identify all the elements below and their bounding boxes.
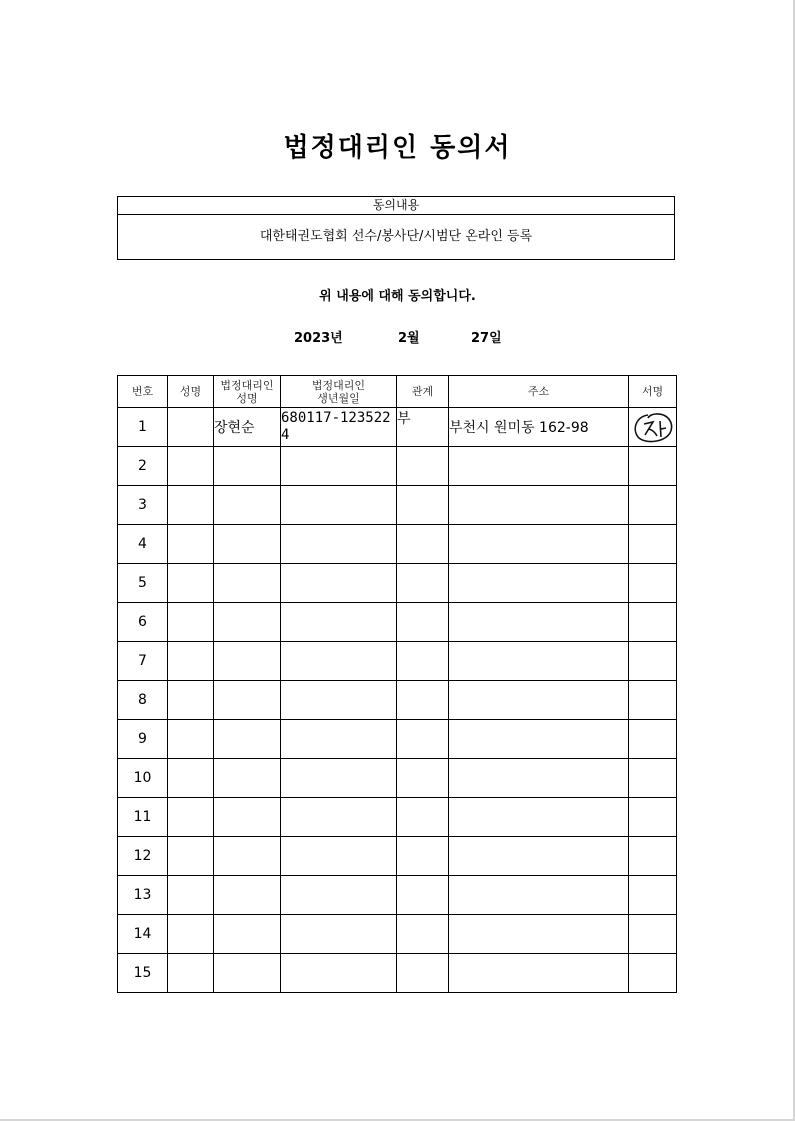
cell-guardian-name xyxy=(214,837,281,876)
cell-name xyxy=(168,642,214,681)
cell-name xyxy=(168,447,214,486)
cell-relation: 부 xyxy=(397,408,449,447)
cell-relation xyxy=(397,954,449,993)
cell-name xyxy=(168,876,214,915)
cell-no: 2 xyxy=(118,447,168,486)
cell-name xyxy=(168,408,214,447)
cell-guardian-birth xyxy=(281,525,397,564)
cell-signature xyxy=(629,798,677,837)
date-year: 2023년 xyxy=(294,331,343,346)
cell-guardian-name xyxy=(214,915,281,954)
cell-relation xyxy=(397,720,449,759)
cell-guardian-name xyxy=(214,954,281,993)
header-guardian-name-line2: 성명 xyxy=(236,391,258,405)
cell-no: 6 xyxy=(118,603,168,642)
table-row xyxy=(118,486,677,525)
header-guardian-name-line1: 법정대리인 xyxy=(220,378,274,392)
cell-address xyxy=(449,525,629,564)
cell-address xyxy=(449,759,629,798)
cell-no: 14 xyxy=(118,915,168,954)
cell-relation xyxy=(397,915,449,954)
cell-guardian-name xyxy=(214,603,281,642)
cell-relation xyxy=(397,564,449,603)
date-month: 2월 xyxy=(398,331,420,346)
cell-address xyxy=(449,603,629,642)
table-row xyxy=(118,681,677,720)
cell-guardian-name xyxy=(214,798,281,837)
cell-relation xyxy=(397,798,449,837)
cell-guardian-name xyxy=(214,447,281,486)
cell-no: 3 xyxy=(118,486,168,525)
cell-guardian-birth xyxy=(281,915,397,954)
cell-no: 10 xyxy=(118,759,168,798)
cell-relation xyxy=(397,681,449,720)
consent-content: 대한태권도협회 선수/봉사단/시범단 온라인 등록 xyxy=(259,229,533,244)
cell-signature xyxy=(629,642,677,681)
cell-no: 13 xyxy=(118,876,168,915)
cell-name xyxy=(168,486,214,525)
cell-address xyxy=(449,447,629,486)
cell-relation xyxy=(397,603,449,642)
cell-guardian-birth xyxy=(281,486,397,525)
header-relation: 관계 xyxy=(397,376,449,408)
cell-guardian-name xyxy=(214,759,281,798)
cell-signature xyxy=(629,525,677,564)
cell-signature xyxy=(629,564,677,603)
consent-header: 동의내용 xyxy=(118,197,674,215)
cell-address xyxy=(449,564,629,603)
header-name: 성명 xyxy=(168,376,214,408)
cell-signature xyxy=(629,681,677,720)
cell-name xyxy=(168,759,214,798)
cell-guardian-birth xyxy=(281,681,397,720)
cell-guardian-name xyxy=(214,564,281,603)
cell-name xyxy=(168,603,214,642)
consent-box xyxy=(117,196,675,260)
table-row xyxy=(118,408,677,447)
cell-address xyxy=(449,720,629,759)
cell-signature xyxy=(629,876,677,915)
cell-address xyxy=(449,876,629,915)
cell-address xyxy=(449,798,629,837)
header-address: 주소 xyxy=(449,376,629,408)
table-row xyxy=(118,954,677,993)
agreement-statement: 위 내용에 대해 동의합니다. xyxy=(319,289,476,304)
cell-guardian-birth xyxy=(281,759,397,798)
cell-guardian-birth xyxy=(281,798,397,837)
table-row xyxy=(118,564,677,603)
cell-no: 1 xyxy=(118,408,168,447)
cell-name xyxy=(168,564,214,603)
cell-guardian-name xyxy=(214,876,281,915)
cell-no: 5 xyxy=(118,564,168,603)
cell-guardian-birth xyxy=(281,954,397,993)
cell-signature xyxy=(629,954,677,993)
header-guardian-birth xyxy=(281,376,397,408)
cell-name xyxy=(168,954,214,993)
cell-name xyxy=(168,915,214,954)
cell-relation xyxy=(397,525,449,564)
cell-no: 15 xyxy=(118,954,168,993)
cell-no: 4 xyxy=(118,525,168,564)
cell-relation xyxy=(397,876,449,915)
cell-guardian-name xyxy=(214,642,281,681)
cell-relation xyxy=(397,447,449,486)
cell-signature xyxy=(629,486,677,525)
cell-guardian-birth xyxy=(281,603,397,642)
cell-no: 8 xyxy=(118,681,168,720)
cell-signature xyxy=(629,915,677,954)
header-guardian-name xyxy=(214,376,281,408)
header-guardian-birth-line2: 생년월일 xyxy=(317,391,360,405)
cell-address xyxy=(449,915,629,954)
cell-no: 12 xyxy=(118,837,168,876)
table-row xyxy=(118,915,677,954)
cell-guardian-birth xyxy=(281,720,397,759)
cell-address xyxy=(449,954,629,993)
cell-name xyxy=(168,720,214,759)
date-day: 27일 xyxy=(471,331,502,346)
cell-signature xyxy=(629,408,677,447)
table-row xyxy=(118,642,677,681)
table-row xyxy=(118,720,677,759)
cell-guardian-birth xyxy=(281,876,397,915)
cell-guardian-birth: 680117-1235224 xyxy=(281,408,397,447)
cell-signature xyxy=(629,837,677,876)
cell-address xyxy=(449,681,629,720)
handwritten-signature-icon xyxy=(630,409,676,445)
cell-address xyxy=(449,837,629,876)
cell-no: 9 xyxy=(118,720,168,759)
cell-guardian-birth xyxy=(281,447,397,486)
table-row xyxy=(118,603,677,642)
cell-guardian-birth xyxy=(281,642,397,681)
cell-no: 7 xyxy=(118,642,168,681)
table-row xyxy=(118,798,677,837)
header-signature: 서명 xyxy=(629,376,677,408)
cell-guardian-name: 장현순 xyxy=(214,408,281,447)
cell-guardian-birth xyxy=(281,837,397,876)
cell-guardian-name xyxy=(214,525,281,564)
cell-guardian-birth xyxy=(281,564,397,603)
cell-address xyxy=(449,486,629,525)
cell-relation xyxy=(397,486,449,525)
cell-signature xyxy=(629,720,677,759)
cell-name xyxy=(168,798,214,837)
cell-address: 부천시 원미동 162-98 xyxy=(449,408,629,447)
cell-guardian-name xyxy=(214,681,281,720)
cell-relation xyxy=(397,837,449,876)
cell-signature xyxy=(629,447,677,486)
header-guardian-birth-line1: 법정대리인 xyxy=(311,378,366,392)
cell-no: 11 xyxy=(118,798,168,837)
cell-guardian-name xyxy=(214,486,281,525)
document-title: 법정대리인 동의서 xyxy=(283,133,512,163)
cell-relation xyxy=(397,642,449,681)
cell-name xyxy=(168,837,214,876)
guardian-roster-table xyxy=(117,375,677,993)
cell-relation xyxy=(397,759,449,798)
cell-address xyxy=(449,642,629,681)
table-header-row xyxy=(118,376,677,408)
cell-name xyxy=(168,525,214,564)
cell-guardian-name xyxy=(214,720,281,759)
table-row xyxy=(118,447,677,486)
header-no: 번호 xyxy=(118,376,168,408)
cell-signature xyxy=(629,603,677,642)
cell-signature xyxy=(629,759,677,798)
table-row xyxy=(118,876,677,915)
table-row xyxy=(118,759,677,798)
table-row xyxy=(118,837,677,876)
table-row xyxy=(118,525,677,564)
cell-name xyxy=(168,681,214,720)
